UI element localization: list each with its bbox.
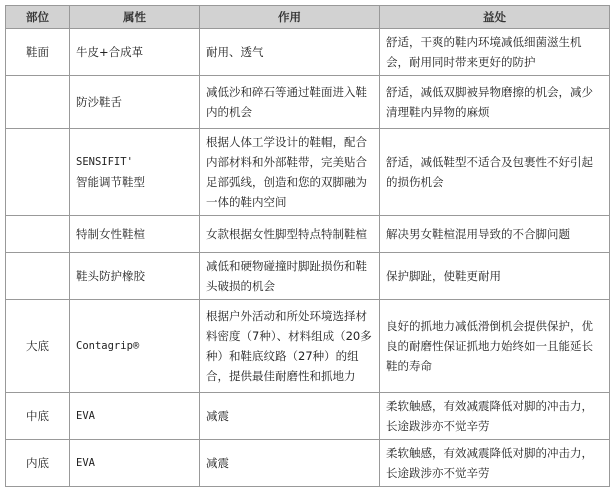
benefit-cell: 柔软触感，有效减震降低对脚的冲击力，长途跋涉亦不觉辛劳 (380, 440, 610, 487)
part-cell (6, 216, 70, 253)
benefit-cell: 舒适，减低双脚被异物磨擦的机会，减少清理鞋内异物的麻烦 (380, 76, 610, 129)
attribute-cell (70, 129, 200, 216)
spec-table (5, 5, 610, 487)
attribute-cell: EVA (70, 393, 200, 440)
function-cell: 耐用、透气 (200, 29, 380, 76)
function-cell: 减低和硬物碰撞时脚趾损伤和鞋头破损的机会 (200, 253, 380, 300)
table-row (6, 216, 610, 253)
benefit-cell: 良好的抓地力减低滑倒机会提供保护，优良的耐磨性保证抓地力始终如一且能延长鞋的寿命 (380, 300, 610, 393)
table-row (6, 393, 610, 440)
table-row (6, 253, 610, 300)
benefit-cell: 保护脚趾，使鞋更耐用 (380, 253, 610, 300)
function-cell: 减震 (200, 440, 380, 487)
benefit-cell: 舒适，减低鞋型不适合及包裹性不好引起的损伤机会 (380, 129, 610, 216)
table-row (6, 76, 610, 129)
part-cell (6, 76, 70, 129)
part-cell (6, 129, 70, 216)
table-row (6, 440, 610, 487)
table-row (6, 129, 610, 216)
header-benefit: 益处 (380, 6, 610, 29)
attribute-trademark: SENSIFIT' (76, 156, 133, 168)
header-attribute: 属性 (70, 6, 200, 29)
function-cell: 减低沙和碎石等通过鞋面进入鞋内的机会 (200, 76, 380, 129)
part-cell: 中底 (6, 393, 70, 440)
attribute-cell: 鞋头防护橡胶 (70, 253, 200, 300)
benefit-cell: 舒适，干爽的鞋内环境减低细菌滋生机会，耐用同时带来更好的防护 (380, 29, 610, 76)
attribute-cell: 防沙鞋舌 (70, 76, 200, 129)
header-function: 作用 (200, 6, 380, 29)
attribute-cell: EVA (70, 440, 200, 487)
function-cell: 根据户外活动和所处环境选择材料密度（7种）、材料组成（20多种）和鞋底纹路（27种）的组合，提供最佳耐磨性和抓地力 (200, 300, 380, 393)
attribute-cell: 牛皮+合成革 (70, 29, 200, 76)
part-cell: 内底 (6, 440, 70, 487)
part-cell: 鞋面 (6, 29, 70, 76)
benefit-cell: 解决男女鞋楦混用导致的不合脚问题 (380, 216, 610, 253)
attribute-cell: 特制女性鞋楦 (70, 216, 200, 253)
function-cell: 女款根据女性脚型特点特制鞋楦 (200, 216, 380, 253)
function-cell: 根据人体工学设计的鞋帽，配合内部材料和外部鞋带，完美贴合足部弧线，创造和您的双脚融为一体的鞋内空间 (200, 129, 380, 216)
header-part: 部位 (6, 6, 70, 29)
attribute-subtitle: 智能调节鞋型 (76, 175, 145, 189)
part-cell (6, 253, 70, 300)
benefit-cell: 柔软触感，有效减震降低对脚的冲击力，长途跋涉亦不觉辛劳 (380, 393, 610, 440)
function-cell: 减震 (200, 393, 380, 440)
table-row (6, 300, 610, 393)
table-row (6, 29, 610, 76)
part-cell: 大底 (6, 300, 70, 393)
attribute-cell: Contagrip® (70, 300, 200, 393)
table-header-row (6, 6, 610, 29)
